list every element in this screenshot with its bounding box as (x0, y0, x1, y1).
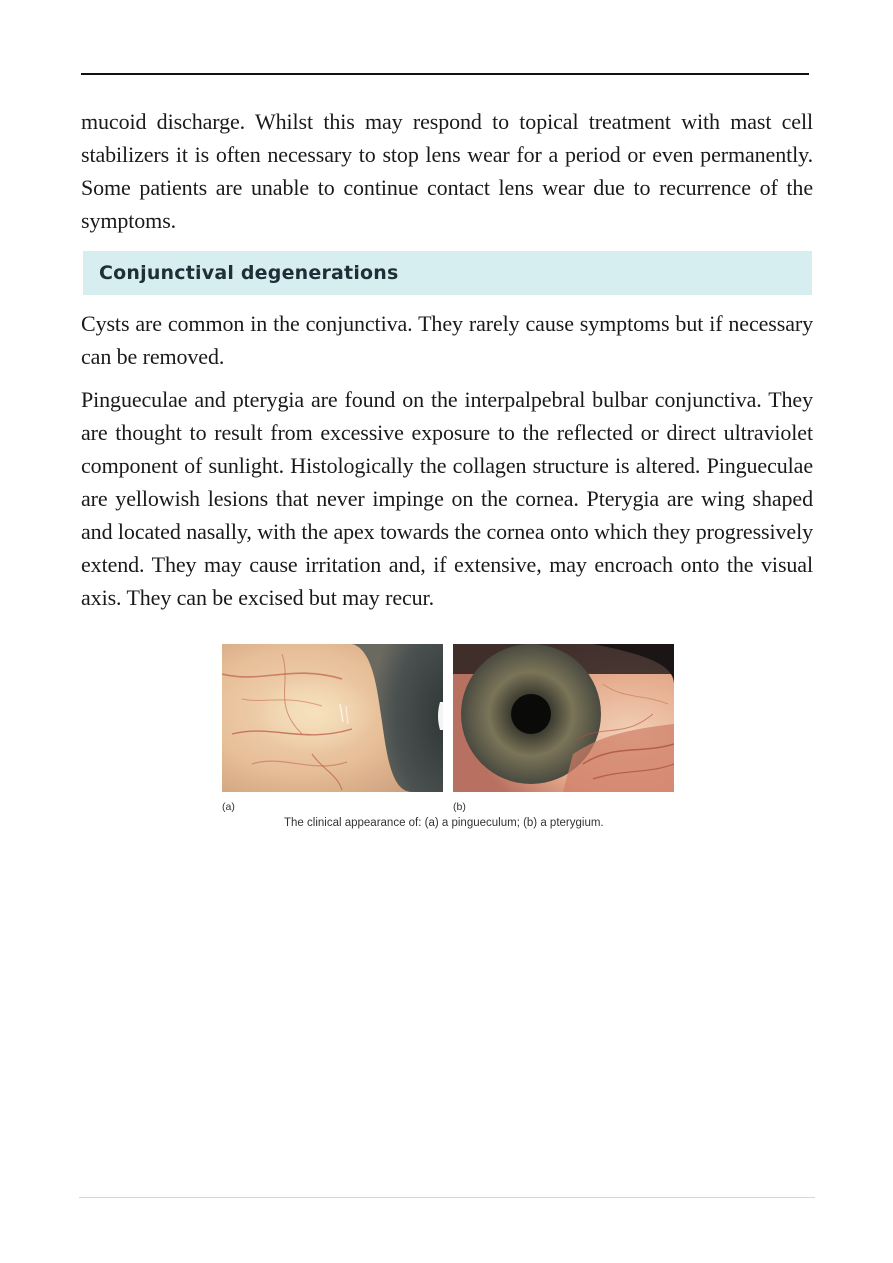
section-heading-text: Conjunctival degenerations (99, 262, 399, 284)
paragraph-contact-lens-discharge: mucoid discharge. Whilst this may respond to topical treatment with mast cell stabilizers it is often necessary to stop lens wear for a period or even permanently. Some patients are unable to continue contact lens wear due to recurrence of the symptoms. (81, 109, 813, 233)
figure-label-a: (a) (222, 801, 235, 813)
paragraph-cysts: Cysts are common in the conjunctiva. They rarely cause symptoms but if necessary can be removed. (81, 311, 813, 369)
figure-caption: The clinical appearance of: (a) a pingueculum; (b) a pterygium. (284, 817, 604, 829)
header-rule (81, 73, 809, 75)
section-heading-conjunctival-degenerations (83, 251, 812, 295)
figure-clinical-appearance (222, 644, 674, 834)
pingueculum-photo (222, 644, 443, 792)
figure-label-b: (b) (453, 801, 466, 813)
page-body (81, 105, 813, 624)
paragraph-pingueculae-pterygia: Pingueculae and pterygia are found on the interpalpebral bulbar conjunctiva. They are thought to result from excessive exposure to the reflected or direct ultraviolet component of sunlight. Histologically the collagen structure is altered. Pingueculae are yellowish lesions that never impinge on the cornea. Pterygia are wing shaped and located nasally, with the apex towards the cornea onto which they progressively extend. They may cause irritation and, if extensive, may encroach onto the visual axis. They can be excised but may recur. (81, 387, 813, 610)
pterygium-photo (453, 644, 674, 792)
footer-rule (79, 1197, 815, 1198)
